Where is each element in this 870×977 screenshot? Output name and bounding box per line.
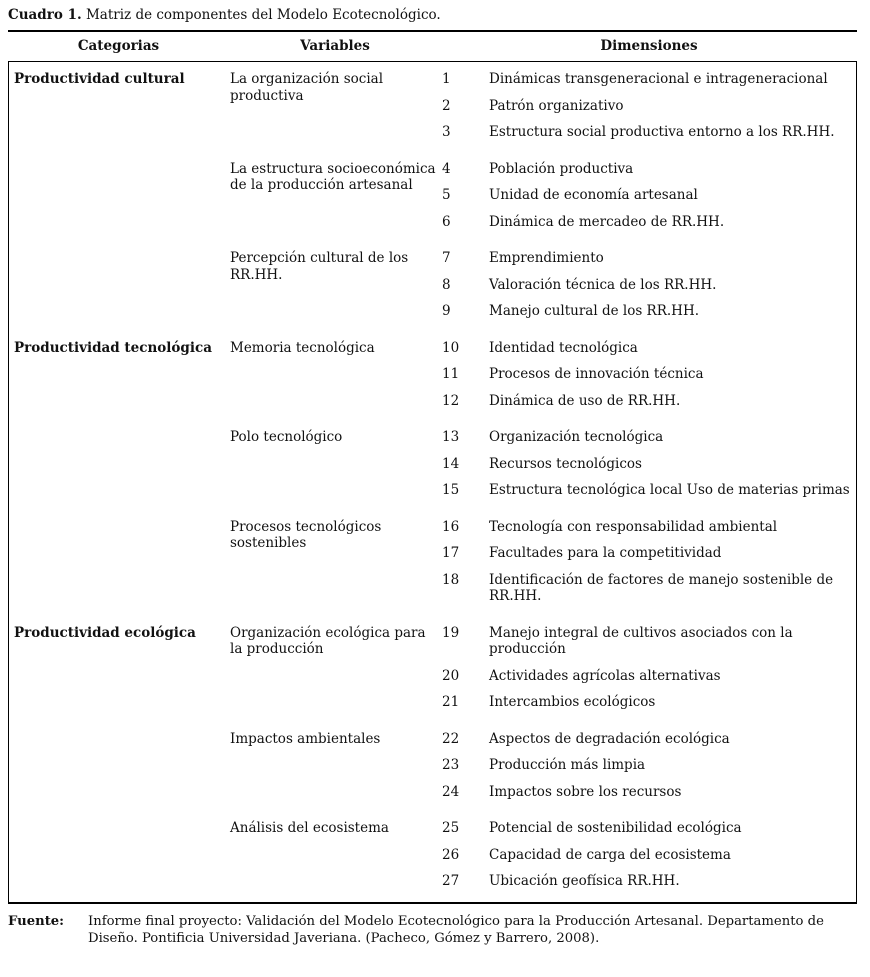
dimension-row: [442, 340, 853, 357]
dimension-text: Valoración técnica de los RR.HH.: [489, 276, 717, 293]
variable-cell: Organización ecológica para la producción: [230, 624, 426, 657]
dimension-number: 9: [442, 303, 451, 319]
dimension-number: 19: [442, 624, 460, 641]
dimension-number: 21: [442, 694, 460, 710]
dimension-text: Manejo cultural de los RR.HH.: [489, 303, 700, 319]
dimension-row: [442, 250, 853, 267]
dimension-text: Aspectos de degradación ecológica: [489, 730, 730, 747]
variable-group: [12, 731, 853, 811]
column-header-categorias: Categorias: [77, 38, 160, 54]
dimension-row: [442, 124, 853, 141]
dimension-row: [442, 277, 853, 294]
dimension-number: 3: [442, 124, 451, 140]
dimension-text: Producción más limpia: [489, 757, 646, 773]
dimension-text: Emprendimiento: [489, 250, 604, 266]
dimension-text: Intercambios ecológicos: [489, 694, 656, 710]
variable-cell: Impactos ambientales: [230, 730, 381, 747]
dimension-number: 17: [442, 545, 460, 561]
column-header-variables: Variables: [300, 38, 370, 54]
variable-group: [12, 340, 853, 420]
dimensions-cell: [442, 625, 853, 721]
variable-group: [12, 429, 853, 509]
dimension-row: [442, 572, 853, 605]
dimension-number: 24: [442, 783, 460, 800]
dimension-number: 1: [442, 71, 451, 87]
variable-group: [12, 820, 853, 900]
dimension-text: Procesos de innovación técnica: [489, 366, 704, 382]
variable-cell: Percepción cultural de los RR.HH.: [230, 250, 409, 283]
dimension-number: 25: [442, 820, 460, 836]
dimension-text: Organización tecnológica: [489, 429, 664, 445]
dimensions-cell: [442, 820, 853, 900]
dimension-text: Dinámica de mercadeo de RR.HH.: [489, 213, 725, 230]
dimension-row: [442, 303, 853, 320]
dimension-number: 4: [442, 160, 451, 177]
dimension-text: Tecnología con responsabilidad ambiental: [489, 518, 778, 535]
variable-cell: Procesos tecnológicos sostenibles: [230, 518, 382, 551]
dimensions-cell: [442, 161, 853, 241]
column-header-dimensiones: Dimensiones: [600, 38, 698, 54]
dimension-row: [442, 482, 853, 499]
category-cell: [12, 250, 230, 330]
dimension-text: Impactos sobre los recursos: [489, 783, 682, 800]
table-body: [8, 61, 857, 904]
dimension-row: [442, 187, 853, 204]
variable-cell: Polo tecnológico: [230, 429, 343, 445]
variable-group: [12, 250, 853, 330]
dimension-text: Estructura social productiva entorno a los RR.HH.: [489, 124, 835, 140]
category-cell: [12, 429, 230, 509]
dimension-text: Dinámica de uso de RR.HH.: [489, 392, 681, 409]
variable-cell: La organización social productiva: [230, 71, 384, 104]
dimension-text: Unidad de economía artesanal: [489, 187, 698, 203]
dimension-text: Identidad tecnológica: [489, 339, 638, 356]
variable-group: [12, 519, 853, 615]
dimension-row: [442, 847, 853, 864]
dimension-number: 11: [442, 366, 460, 382]
dimension-row: [442, 71, 853, 88]
dimension-row: [442, 757, 853, 774]
dimension-text: Identificación de factores de manejo sostenible de RR.HH.: [489, 571, 834, 604]
dimension-text: Dinámicas transgeneracional e intrageneracional: [489, 71, 828, 87]
dimension-row: [442, 545, 853, 562]
dimension-row: [442, 731, 853, 748]
dimension-number: 16: [442, 518, 460, 535]
category-cell: [12, 731, 230, 811]
dimensions-cell: [442, 429, 853, 509]
dimension-number: 27: [442, 873, 460, 889]
dimension-number: 20: [442, 667, 460, 684]
dimension-text: Potencial de sostenibilidad ecológica: [489, 820, 742, 836]
table-caption: [8, 7, 857, 24]
variable-cell: La estructura socioeconómica de la producción artesanal: [230, 160, 436, 193]
dimensions-cell: [442, 519, 853, 615]
dimension-row: [442, 519, 853, 536]
variable-cell: Memoria tecnológica: [230, 339, 375, 356]
dimension-number: 10: [442, 339, 460, 356]
dimension-text: Patrón organizativo: [489, 97, 624, 114]
table-caption-label: Cuadro 1.: [8, 7, 82, 23]
dimension-row: [442, 873, 853, 890]
source-note: [8, 913, 857, 947]
variable-cell: Análisis del ecosistema: [230, 820, 389, 836]
category-cell: [12, 161, 230, 241]
table-column-headers: [8, 30, 857, 61]
dimension-row: [442, 456, 853, 473]
dimension-number: 5: [442, 187, 451, 203]
dimension-text: Facultades para la competitividad: [489, 545, 722, 561]
dimension-number: 8: [442, 276, 451, 293]
dimensions-cell: [442, 71, 853, 151]
dimension-row: [442, 668, 853, 685]
dimension-row: [442, 429, 853, 446]
dimension-text: Población productiva: [489, 160, 634, 177]
dimension-number: 18: [442, 571, 460, 588]
dimension-text: Ubicación geofísica RR.HH.: [489, 873, 680, 889]
dimensions-cell: [442, 340, 853, 420]
source-label: Fuente:: [8, 913, 65, 929]
dimension-number: 23: [442, 757, 460, 773]
dimension-row: [442, 161, 853, 178]
dimension-text: Estructura tecnológica local Uso de materias primas: [489, 482, 850, 498]
dimension-row: [442, 214, 853, 231]
dimension-text: Capacidad de carga del ecosistema: [489, 846, 731, 863]
dimension-number: 2: [442, 97, 451, 114]
dimension-number: 14: [442, 455, 460, 472]
dimension-row: [442, 366, 853, 383]
category-cell: Productividad cultural: [14, 71, 185, 87]
dimensions-cell: [442, 731, 853, 811]
dimension-row: [442, 820, 853, 837]
category-cell: [12, 820, 230, 900]
variable-group: [12, 625, 853, 721]
dimension-text: Actividades agrícolas alternativas: [489, 667, 721, 684]
dimension-number: 26: [442, 846, 460, 863]
category-cell: Productividad tecnológica: [14, 339, 212, 356]
dimension-number: 22: [442, 730, 460, 747]
variable-group: [12, 161, 853, 241]
dimension-number: 13: [442, 429, 460, 445]
dimensions-cell: [442, 250, 853, 330]
dimension-row: [442, 393, 853, 410]
dimension-number: 6: [442, 213, 451, 230]
dimension-row: [442, 694, 853, 711]
category-cell: Productividad ecológica: [14, 624, 196, 641]
dimension-number: 12: [442, 392, 460, 409]
dimension-number: 15: [442, 482, 460, 498]
dimension-text: Manejo integral de cultivos asociados con la producción: [489, 624, 793, 657]
category-cell: [12, 519, 230, 615]
variable-group: [12, 71, 853, 151]
dimension-row: [442, 784, 853, 801]
dimension-row: [442, 98, 853, 115]
table-caption-text: Matriz de componentes del Modelo Ecotecnológico.: [85, 7, 441, 23]
dimension-row: [442, 625, 853, 658]
source-text: Informe final proyecto: Validación del Modelo Ecotecnológico para la Producción Artesanal. Departamento de Diseño. Pontificia Universidad Javeriana. (Pacheco, Gómez y Barrero, 2008).: [88, 913, 824, 946]
dimension-number: 7: [442, 250, 451, 266]
dimension-text: Recursos tecnológicos: [489, 455, 642, 472]
